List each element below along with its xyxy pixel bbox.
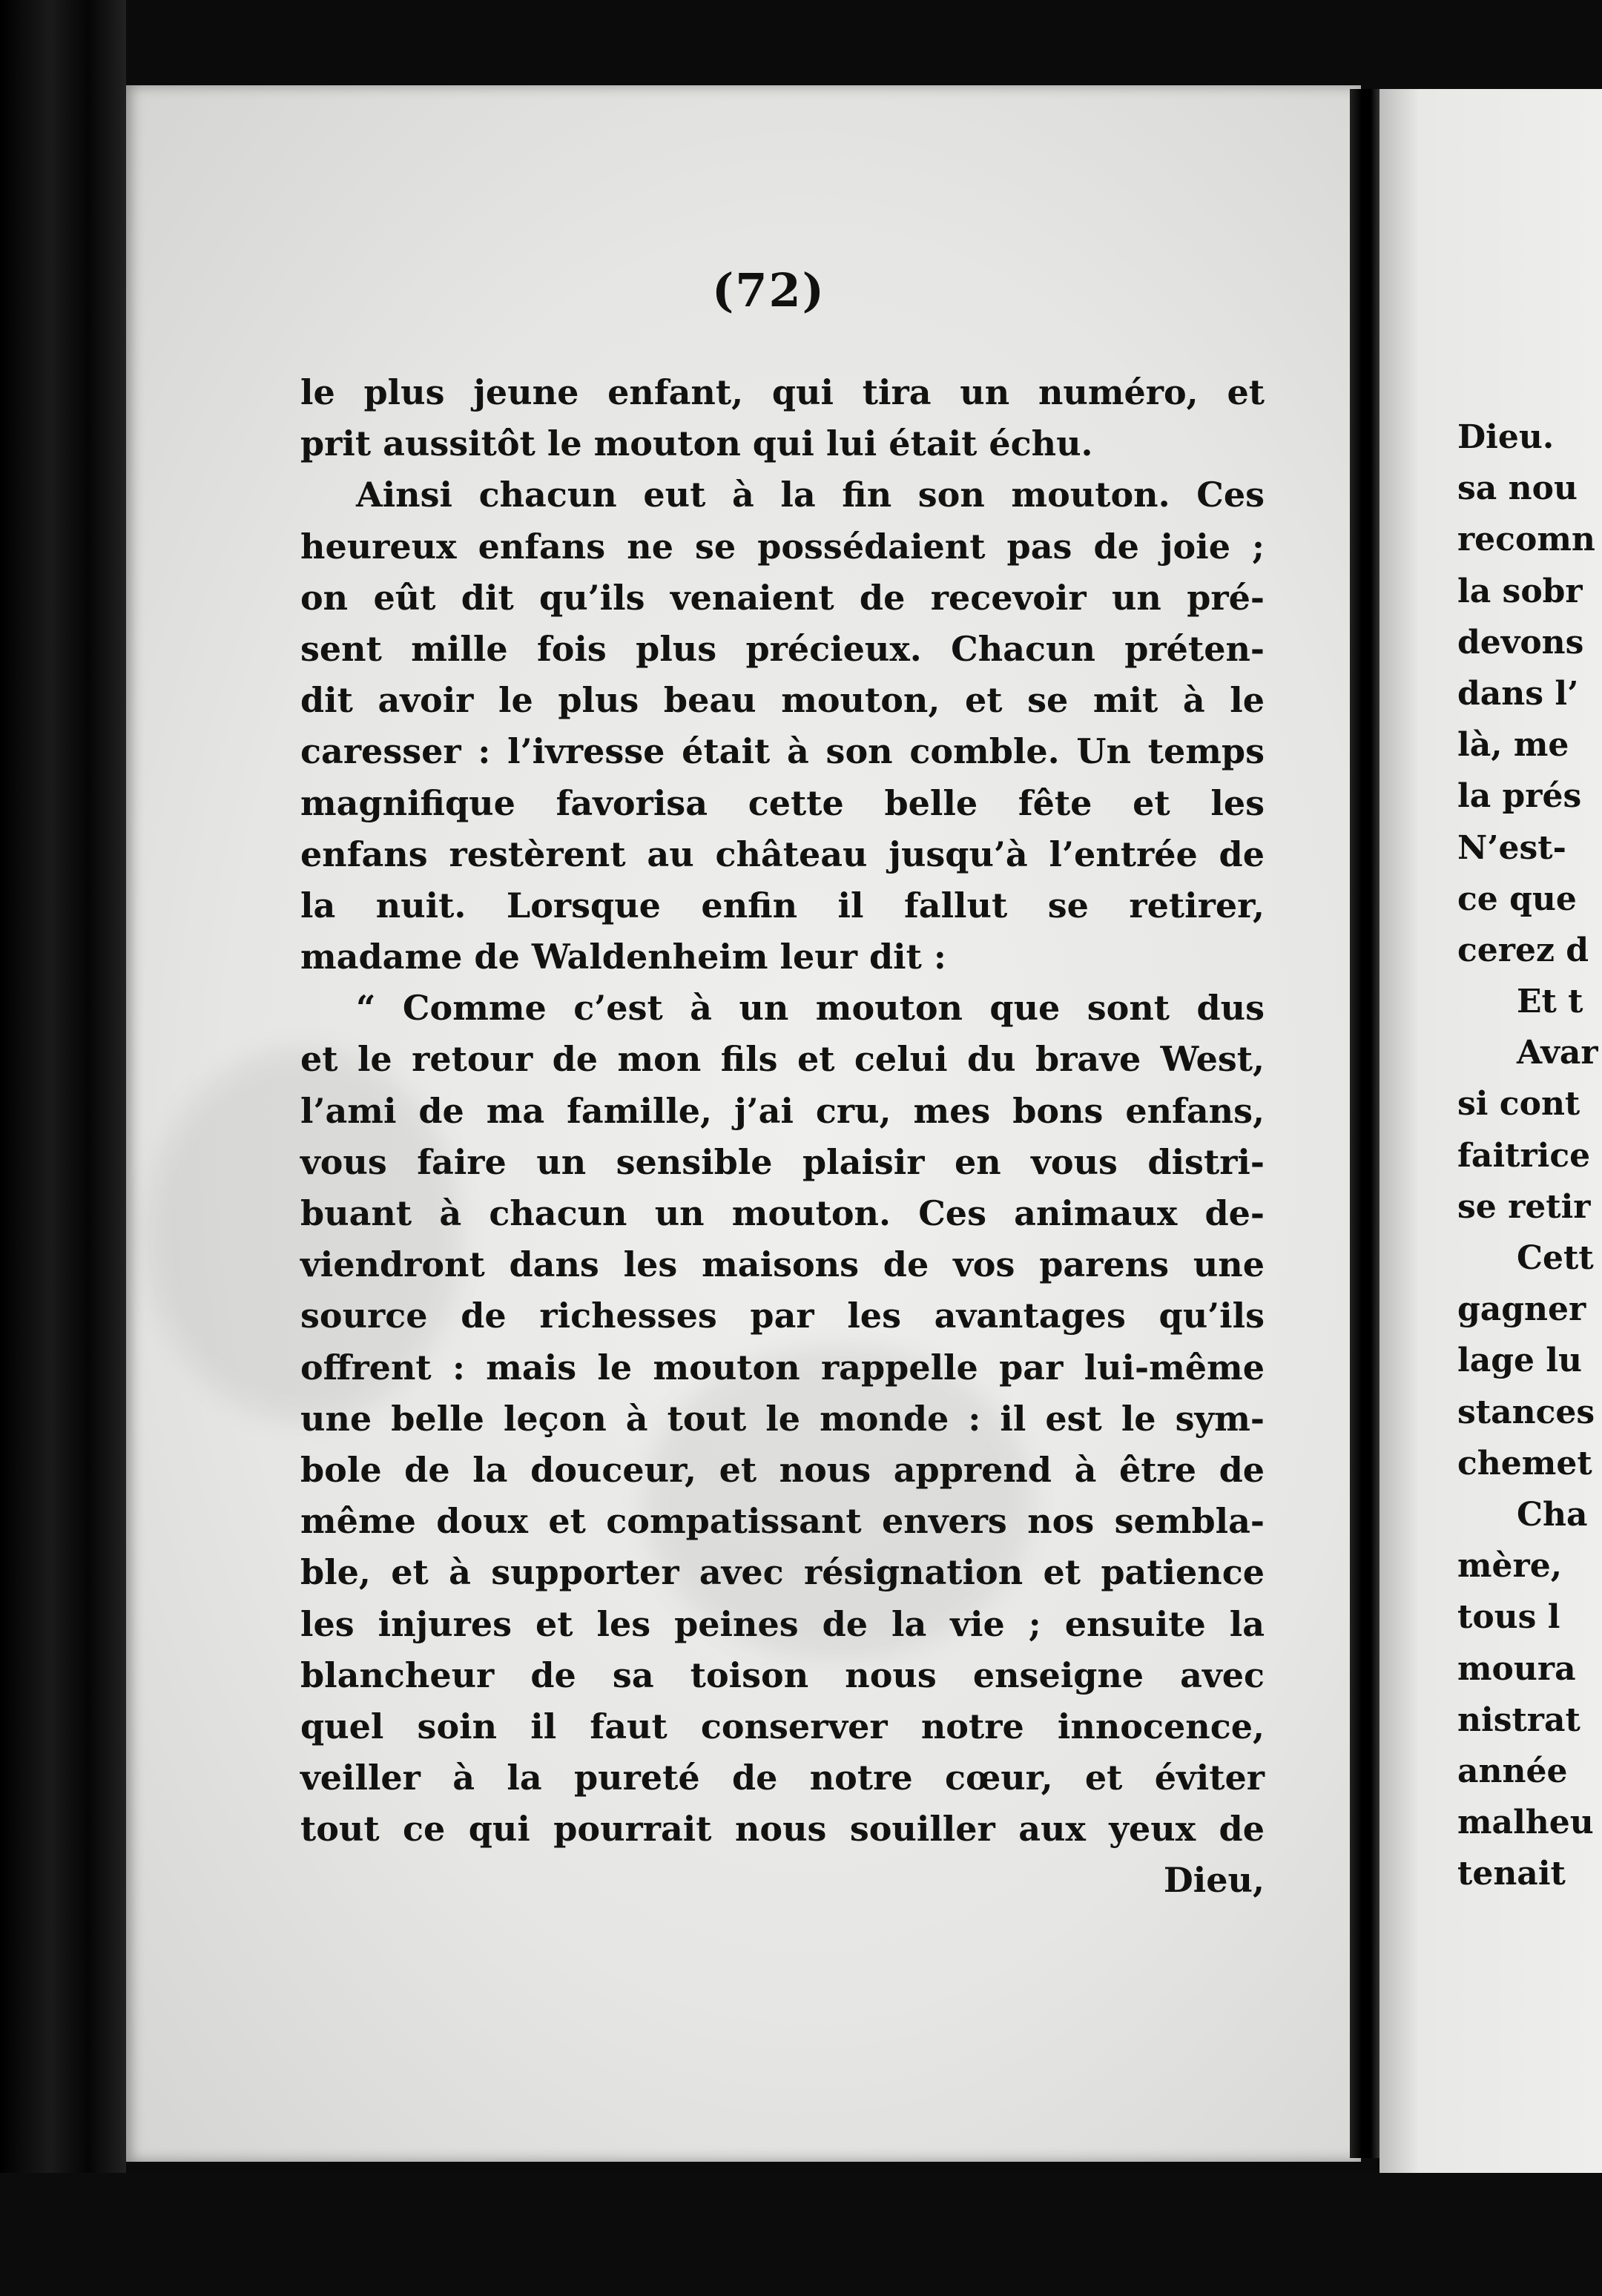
text-line: devons [1457,623,1584,662]
catchword: Dieu, [1163,1860,1265,1901]
text-line: buant à chacun un mouton. Ces animaux de- [300,1193,1265,1233]
text-line: tenait [1457,1855,1566,1893]
text-line: tous l [1457,1598,1560,1637]
text-line: heureux enfans ne se possédaient pas de joie ; [300,526,1265,567]
text-line: blancheur de sa toison nous enseigne avec [300,1655,1265,1695]
text-line: sa nou [1457,469,1578,508]
text-line: lage lu [1457,1342,1583,1380]
text-line: source de richesses par les avantages qu’ils [300,1296,1265,1336]
text-line: tout ce qui pourrait nous souiller aux yeux de [300,1809,1265,1850]
text-line: caresser : l’ivresse était à son comble. Un temps [300,731,1265,772]
text-line: quel soin il faut conserver notre innocence, [300,1706,1265,1746]
text-line: la sobr [1457,572,1583,610]
text-line: malheu [1457,1804,1594,1842]
text-line: N’est- [1457,828,1566,867]
text-line: la nuit. Lorsque enfin il fallut se retirer, [300,885,1265,926]
text-line: chemet [1457,1444,1592,1482]
text-line: ble, et à supporter avec résignation et patience [300,1552,1265,1593]
text-line: si cont [1457,1085,1580,1124]
text-line: Cett [1517,1239,1594,1277]
text-line: là, me [1457,726,1569,765]
text-line: Dieu. [1457,418,1555,456]
text-line: ce que [1457,880,1577,918]
text-line: recomn [1457,521,1595,559]
text-line: viendront dans les maisons de vos parens une [300,1244,1265,1285]
text-line: la prés [1457,777,1582,816]
text-line: cerez d [1457,931,1589,969]
page-number: (72) [712,263,825,317]
text-line: même doux et compatissant envers nos sembla- [300,1501,1265,1542]
text-line: vous faire un sensible plaisir en vous distri- [300,1141,1265,1182]
text-line: moura [1457,1649,1576,1688]
text-line: dit avoir le plus beau mouton, et se mit à le [300,680,1265,721]
text-line: Et t [1517,983,1583,1021]
text-line: une belle leçon à tout le monde : il est le sym- [300,1398,1265,1439]
page-gutter [1350,89,1380,2158]
text-line: offrent : mais le mouton rappelle par lui-même [300,1347,1265,1388]
text-line: sent mille fois plus précieux. Chacun préten- [300,628,1265,669]
right-page-text [1457,412,1598,1899]
text-line: prit aussitôt le mouton qui lui était échu. [300,423,1093,464]
left-page-text [300,367,1265,1907]
text-line: dans l’ [1457,674,1579,713]
text-line: les injures et les peines de la vie ; ensuite la [300,1603,1265,1644]
text-line: veiller à la pureté de notre cœur, et éviter [300,1758,1265,1798]
text-line: Ainsi chacun eut à la fin son mouton. Ces [356,475,1265,515]
text-line: bole de la douceur, et nous apprend à être de [300,1449,1265,1490]
text-line: Avar [1517,1034,1598,1072]
scan-border [0,2173,1602,2296]
text-line: mère, [1457,1547,1563,1586]
text-line: enfans restèrent au château jusqu’à l’entrée de [300,834,1265,874]
text-line: on eût dit qu’ils venaient de recevoir un pré- [300,577,1265,618]
book-binding [0,0,126,2296]
text-line: se retir [1457,1187,1591,1226]
text-line: madame de Waldenheim leur dit : [300,937,946,977]
text-line: magnifique favorisa cette belle fête et les [300,782,1265,823]
text-line: nistrat [1457,1700,1580,1739]
text-line: stances [1457,1393,1595,1431]
text-line: Cha [1517,1495,1588,1534]
text-line: gagner [1457,1290,1586,1329]
text-line: et le retour de mon fils et celui du brave West, [300,1039,1265,1080]
text-line: le plus jeune enfant, qui tira un numéro, et [300,372,1265,412]
text-line: l’ami de ma famille, j’ai cru, mes bons enfans, [300,1090,1265,1131]
text-line: année [1457,1752,1568,1790]
text-line: “ Comme c’est à un mouton que sont dus [356,988,1265,1029]
text-line: faitrice [1457,1136,1591,1175]
